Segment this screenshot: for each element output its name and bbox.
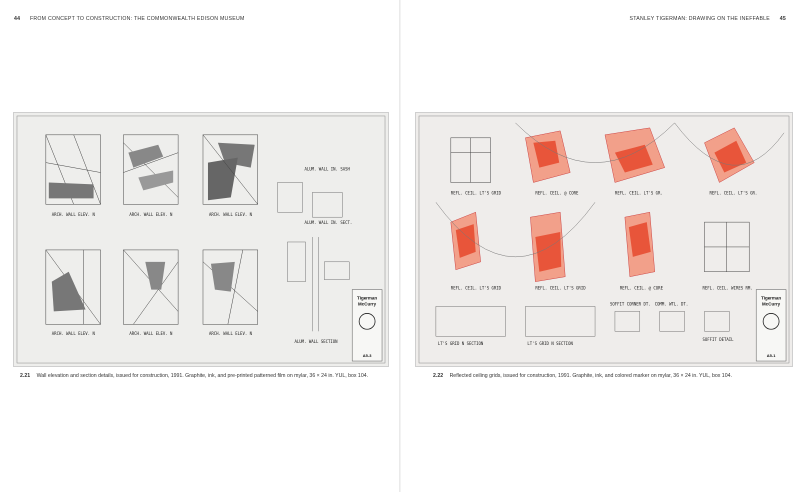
wall-elevation-drawing [14, 113, 388, 366]
drawing-labels [52, 167, 353, 345]
left-page [0, 0, 399, 492]
figure-number: 2.21 [20, 373, 31, 379]
firm-name-line2: McCurry [762, 301, 781, 307]
sections-row [436, 306, 729, 336]
right-page [401, 0, 800, 492]
drawing-label: ARCH. WALL ELEV. N [208, 212, 253, 218]
caption-text: Wall elevation and section details, issued for construction, 1991. Graphite, ink, and pre-printed patterned film on mylar, 36 × 24 in. YUL, box 104. [36, 373, 369, 379]
drawing-label: ARCH. WALL ELEV. N [208, 331, 253, 337]
sheet-number: A5-1 [766, 353, 776, 359]
figure-ceiling-grids [415, 112, 793, 367]
running-head-title: STANLEY TIGERMAN: DRAWING ON THE INEFFABLE [629, 16, 771, 22]
drawing-label: ARCH. WALL ELEV. N [51, 331, 95, 337]
drawing-label: REFL. CEIL. LT'S GRID [535, 285, 586, 291]
drawing-label: REFL. CEIL. LT'S GRID [450, 285, 502, 291]
title-block [756, 290, 786, 361]
sheet-number: A5-3 [362, 353, 372, 359]
running-head [14, 16, 245, 22]
caption-text: Reflected ceiling grids, issued for construction, 1991. Graphite, ink, and colored marker on mylar, 36 × 24 in. YUL, box 104. [449, 373, 732, 379]
elevation-row-top [46, 135, 258, 204]
figure-wall-elevations [13, 112, 389, 367]
running-head-title: FROM CONCEPT TO CONSTRUCTION: THE COMMONWEALTH EDISON MUSEUM [29, 16, 245, 22]
drawing-label: ARCH. WALL ELEV. N [51, 212, 95, 218]
firm-name-line1: Tigerman [761, 295, 782, 301]
drawing-labels [438, 190, 757, 346]
drawing-label: REFL. CEIL. LT'S GR. [614, 190, 663, 196]
drawing-label: LT'S GRID N SECTION [437, 341, 484, 347]
drawing-label: ALUM. WALL IN. SASH [304, 166, 350, 172]
firm-name-line2: McCurry [358, 301, 377, 307]
drawing-label: ALUM. WALL IN. SECT. [304, 220, 353, 226]
drawing-label: LT'S GRID N SECTION [527, 341, 573, 347]
drawing-label: REFL. CEIL. LT'S GR. [709, 190, 758, 196]
drawing-label: COMM. WTL. DT. [654, 301, 689, 307]
drawing-label: ARCH. WALL ELEV. N [129, 331, 173, 337]
firm-name-line1: Tigerman [357, 295, 378, 301]
elevation-row-bottom [46, 250, 258, 324]
drawing-label: REFL. CEIL. WIRES RM. [702, 285, 753, 291]
drawing-label: REFL. CEIL. @ CORE [535, 190, 579, 196]
ceiling-grids-bottom [436, 202, 749, 281]
ceiling-grid-drawing [416, 113, 792, 366]
drawing-label: REFL. CEIL. LT'S GRID [450, 190, 502, 196]
figure-number: 2.22 [433, 373, 444, 379]
drawing-label: SOFFIT CORNER DT. [609, 301, 651, 307]
drawing-label: ARCH. WALL ELEV. N [129, 212, 173, 218]
drawing-label: ALUM. WALL SECTION [294, 339, 338, 345]
section-details [278, 182, 353, 331]
page-number: 44 [14, 16, 21, 22]
page-number: 45 [779, 16, 786, 22]
figure-caption [20, 373, 368, 379]
drawing-label: REFL. CEIL. @ CORE [619, 285, 663, 291]
drawing-label: SOFFIT DETAIL [702, 337, 734, 343]
title-block [352, 290, 382, 361]
ceiling-grids-top [451, 123, 784, 183]
running-head [630, 16, 786, 22]
figure-caption [433, 373, 732, 379]
